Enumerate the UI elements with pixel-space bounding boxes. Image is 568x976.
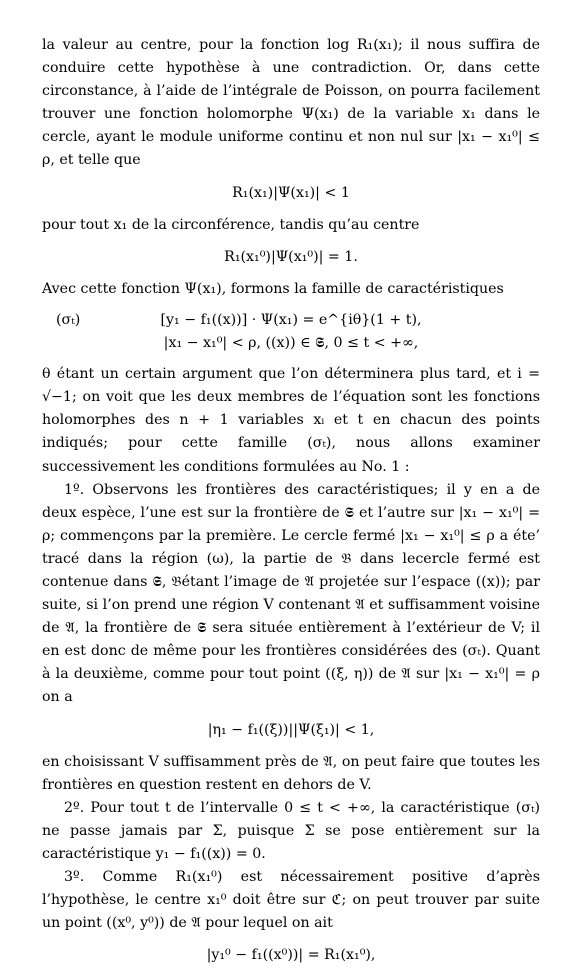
paragraph-7: 2º. Pour tout t de l’intervalle 0 ≤ t < +∞, la caractéristique (σₜ) ne passe jamais par Σ, puisque Σ se pose entièrement sur la caractéristique y₁ − f₁((x)) = 0. [42,799,540,862]
paragraph-2: pour tout x₁ de la circonférence, tandis qu’au centre [42,216,420,233]
equation-5: |y₁⁰ − f₁((x⁰))| = R₁(x₁⁰), [206,947,376,964]
paragraph-1: la valeur au centre, pour la fonction log R₁(x₁); il nous suffira de conduire cette hypothèse à une contradiction. Or, dans cette circonstance, à l’aide de l’intégrale de Poisson, on pourra facilement trouver une fonction holomorphe Ψ(x₁) de la variable x₁ dans le cercle, ayant le module uniforme continu et non nul sur |x₁ − x₁⁰| ≤ ρ, et telle que [42,37,540,169]
paragraph-3: Avec cette fonction Ψ(x₁), formons la famille de caractéristiques [42,280,504,297]
equation-1: R₁(x₁)|Ψ(x₁)| < 1 [232,184,350,201]
page-body [42,34,540,976]
paragraph-5: 1º. Observons les frontières des caractéristiques; il y en a de deux espèce, l’une est sur la frontière de 𝕾 et l’autre sur |x₁ − x₁⁰| = ρ; commençons par la première. Le cercle fermé |x₁ − x₁⁰| ≤ ρ a éte’ tracé dans la région (ω), la partie de 𝔅 dans lecercle fermé est contenue dans 𝕾, 𝔅étant l’image de 𝔄 projetée sur l’espace ((x)); par suite, si l’on prend une région V contenant 𝔄 et suffisamment voisine de 𝔄, la frontière de 𝕾 sera située entièrement à l’extérieur de V; il en est donc de même pour les frontières considérées des (σₜ). Quant à la deuxième, comme pour tout point ((ξ, η)) de 𝔄 sur |x₁ − x₁⁰| = ρ on a [42,481,540,706]
paragraph-8: 3º. Comme R₁(x₁⁰) est nécessairement positive d’après l’hypothèse, le centre x₁⁰ doit être sur ℭ; on peut trouver par suite un point ((x⁰, y⁰)) de 𝔄 pour lequel on ait [42,869,540,932]
equation-3-line-1: [y₁ − f₁((x))] · Ψ(x₁) = e^{iθ}(1 + t), [160,311,422,328]
equation-3 [42,309,540,355]
paragraph-4: θ étant un certain argument que l’on déterminera plus tard, et i = √−1; on voit que les deux membres de l’équation sont les fonctions holomorphes des n + 1 variables xᵢ et t en chacun des points indiqués; pour cette famille (σₜ), nous allons examiner successivement les conditions formulées au No. 1 : [42,366,540,475]
equation-4: |η₁ − f₁((ξ))||Ψ(ξ₁)| < 1, [207,721,375,738]
equation-3-line-2: |x₁ − x₁⁰| < ρ, ((x)) ∈ 𝕾, 0 ≤ t < +∞, [163,335,419,352]
equation-2: R₁(x₁⁰)|Ψ(x₁⁰)| = 1. [224,248,358,265]
paragraph-6: en choisissant V suffisamment près de 𝔄, on peut faire que toutes les frontières en question restent en dehors de V. [42,753,540,793]
equation-3-label: (σₜ) [56,311,81,328]
